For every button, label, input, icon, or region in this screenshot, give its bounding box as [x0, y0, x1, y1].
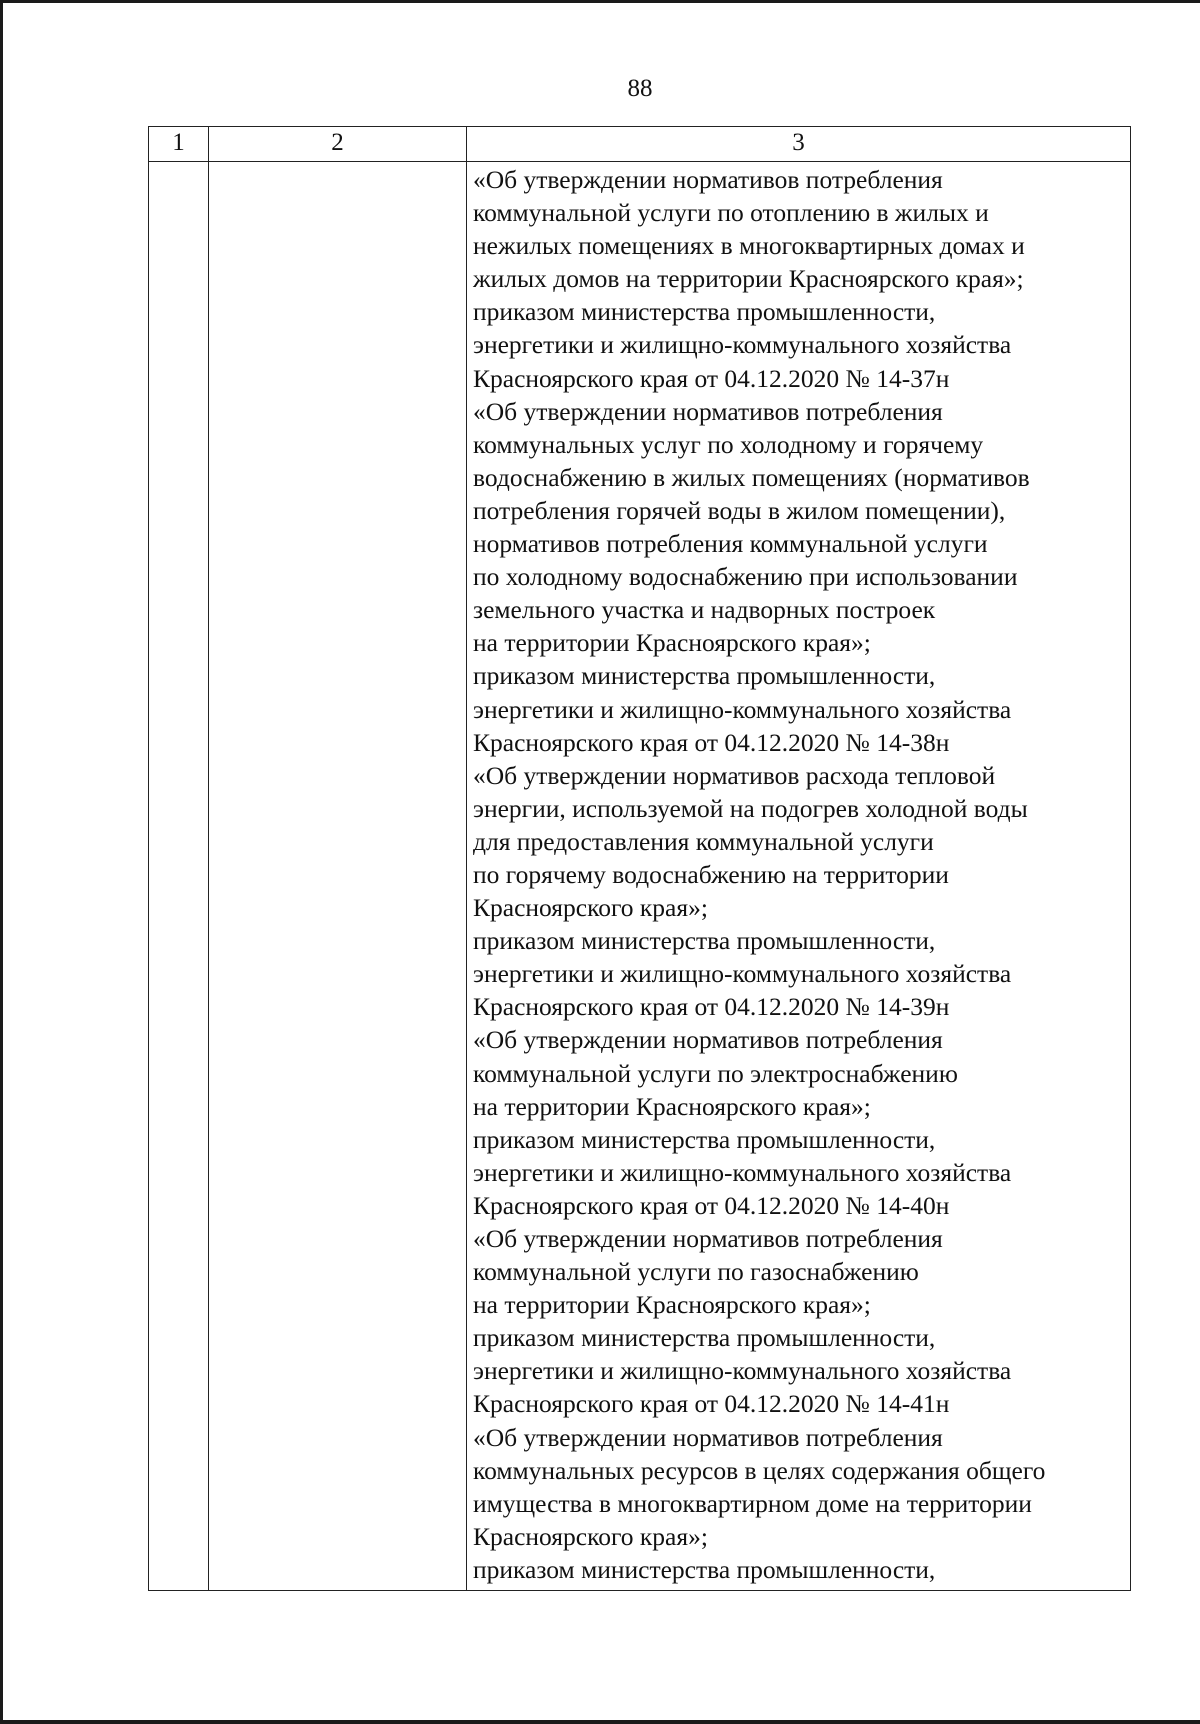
text-line: нормативов потребления коммунальной услуги [473, 529, 988, 559]
table-header-col-1: 1 [149, 127, 209, 162]
text-line: на территории Красноярского края»; [473, 1091, 871, 1121]
text-line: приказом министерства промышленности, [473, 1124, 936, 1154]
text-line: «Об утверждении нормативов потребления [473, 1025, 943, 1055]
table-header-col-2: 2 [209, 127, 467, 162]
text-line: «Об утверждении нормативов расхода тепловой [473, 760, 996, 790]
text-line: Красноярского края от 04.12.2020 № 14-39н [473, 992, 950, 1022]
text-line: приказом министерства промышленности, [473, 297, 936, 327]
document-table [148, 126, 1131, 1591]
text-line: энергетики и жилищно-коммунального хозяйства [473, 330, 1012, 360]
text-line: на территории Красноярского края»; [473, 628, 871, 658]
text-line: имущества в многоквартирном доме на территории [473, 1488, 1032, 1518]
cell-text-block [473, 163, 1130, 1586]
text-line: коммунальной услуги по электроснабжению [473, 1058, 958, 1088]
scan-edge-left [0, 0, 3, 1724]
text-line: на территории Красноярского края»; [473, 1290, 871, 1320]
text-line: Красноярского края от 04.12.2020 № 14-40н [473, 1190, 950, 1220]
text-line: Красноярского края от 04.12.2020 № 14-38н [473, 727, 950, 757]
table-header-row [149, 127, 1131, 162]
table-cell-col-1 [149, 162, 209, 1591]
text-line: энергетики и жилищно-коммунального хозяйства [473, 1356, 1012, 1386]
text-line: приказом министерства промышленности, [473, 926, 936, 956]
scan-edge-top [0, 0, 1200, 3]
text-line: водоснабжению в жилых помещениях (нормативов [473, 462, 1030, 492]
text-line: приказом министерства промышленности, [473, 1554, 936, 1584]
text-line: коммунальной услуги по газоснабжению [473, 1257, 919, 1287]
text-line: «Об утверждении нормативов потребления [473, 1224, 943, 1253]
text-line: энергетики и жилищно-коммунального хозяйства [473, 1157, 1012, 1187]
table-header-col-3: 3 [467, 127, 1131, 162]
text-line: «Об утверждении нормативов потребления [473, 396, 943, 426]
text-line: энергетики и жилищно-коммунального хозяйства [473, 959, 1012, 989]
text-line: приказом министерства промышленности, [473, 1323, 936, 1353]
table-row [149, 162, 1131, 1591]
text-line: «Об утверждении нормативов потребления [473, 165, 943, 194]
text-line: коммунальных ресурсов в целях содержания общего [473, 1455, 1046, 1485]
text-line: по холодному водоснабжению при использовании [473, 562, 1018, 592]
text-line: коммунальной услуги по отоплению в жилых и [473, 198, 989, 228]
text-line: земельного участка и надворных построек [473, 595, 936, 625]
table-cell-col-3 [467, 162, 1131, 1591]
text-line: «Об утверждении нормативов потребления [473, 1422, 943, 1452]
text-line: приказом министерства промышленности, [473, 661, 936, 691]
text-line: для предоставления коммунальной услуги [473, 826, 934, 856]
text-line: жилых домов на территории Красноярского края»; [473, 264, 1024, 294]
text-line: Красноярского края от 04.12.2020 № 14-37н [473, 363, 950, 393]
text-line: Красноярского края»; [473, 1521, 708, 1551]
text-line: нежилых помещениях в многоквартирных домах и [473, 231, 1025, 261]
text-line: коммунальных услуг по холодному и горячему [473, 429, 984, 459]
page-number: 88 [627, 75, 653, 102]
text-line: по горячему водоснабжению на территории [473, 859, 949, 889]
text-line: энергии, используемой на подогрев холодной воды [473, 793, 1028, 823]
text-line: энергетики и жилищно-коммунального хозяйства [473, 694, 1012, 724]
table-cell-col-2 [209, 162, 467, 1591]
scan-edge-bottom [0, 1720, 1200, 1724]
text-line: Красноярского края от 04.12.2020 № 14-41н [473, 1389, 950, 1419]
text-line: Красноярского края»; [473, 893, 708, 923]
text-line: потребления горячей воды в жилом помещении), [473, 495, 1006, 525]
